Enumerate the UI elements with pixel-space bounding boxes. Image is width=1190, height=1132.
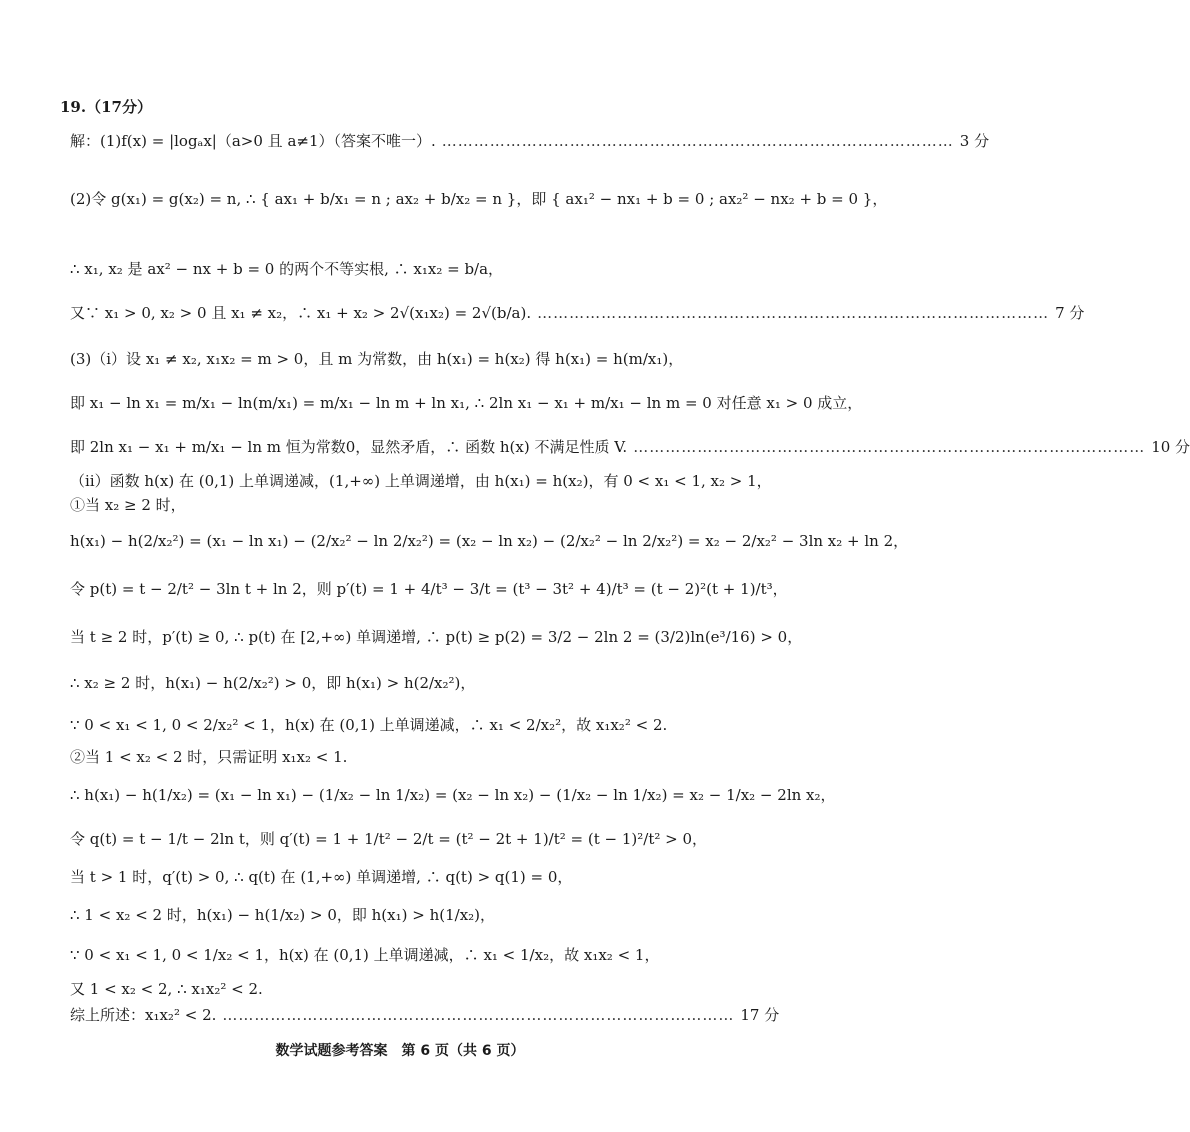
problem-number: 19.（17分） — [60, 98, 152, 116]
score-label: 3 分 — [959, 132, 990, 150]
solution-line-5: (3)（ⅰ）设 x₁ ≠ x₂, x₁x₂ = m > 0，且 m 为常数，由 h(x₁) = h(x₂) 得 h(x₁) = h(m/x₁)， — [70, 350, 684, 368]
solution-line-14: ∵ 0 < x₁ < 1, 0 < 2/x₂² < 1，h(x) 在 (0,1) 上单调递减，∴ x₁ < 2/x₂²，故 x₁x₂² < 2. — [70, 716, 668, 734]
solution-line-8: （ⅱ）函数 h(x) 在 (0,1) 上单调递减，(1,+∞) 上单调递增，由 h(x₁) = h(x₂)，有 0 < x₁ < 1, x₂ > 1， — [70, 472, 772, 490]
solution-line-13: ∴ x₂ ≥ 2 时，h(x₁) − h(2/x₂²) > 0，即 h(x₁) > h(2/x₂²)， — [70, 674, 476, 692]
solution-line-16: ∴ h(x₁) − h(1/x₂) = (x₁ − ln x₁) − (1/x₂ − ln 1/x₂) = (x₂ − ln x₂) − (1/x₂ − ln 1/x₂) = x₂ − 1/x₂ − 2ln x₂， — [70, 786, 836, 804]
solution-line-1 — [70, 130, 990, 152]
line-text: 解：(1)f(x) = |logₐx|（a>0 且 a≠1）（答案不唯一）. — [70, 132, 436, 150]
line-text: 综上所述：x₁x₂² < 2. — [70, 1006, 217, 1024]
line-text: 即 2ln x₁ − x₁ + m/x₁ − ln m 恒为常数0，显然矛盾，∴ 函数 h(x) 不满足性质 V. — [70, 438, 628, 456]
leader-dots: …………………………………………………………………………………… — [633, 438, 1146, 456]
leader-dots: …………………………………………………………………………………… — [537, 304, 1050, 322]
score-label: 7 分 — [1055, 304, 1085, 322]
solution-line-20: ∵ 0 < x₁ < 1, 0 < 1/x₂ < 1，h(x) 在 (0,1) 上单调递减，∴ x₁ < 1/x₂，故 x₁x₂ < 1， — [70, 946, 660, 964]
solution-line-11: 令 p(t) = t − 2/t² − 3ln t + ln 2，则 p′(t) = 1 + 4/t³ − 3/t = (t³ − 3t² + 4)/t³ = (t − 2)²(t + 1)/t³， — [70, 580, 788, 598]
score-label: 17 分 — [740, 1006, 780, 1024]
solution-line-18: 当 t > 1 时，q′(t) > 0, ∴ q(t) 在 (1,+∞) 单调递增, ∴ q(t) > q(1) = 0， — [70, 868, 573, 886]
solution-line-10: h(x₁) − h(2/x₂²) = (x₁ − ln x₁) − (2/x₂² − ln 2/x₂²) = (x₂ − ln x₂) − (2/x₂² − ln 2/x₂²) = x₂ − 2/x₂² − 3ln x₂ + ln 2， — [70, 532, 909, 550]
page-footer: 数学试题参考答案 第 6 页（共 6 页） — [275, 1043, 525, 1059]
solution-line-2: (2)令 g(x₁) = g(x₂) = n, ∴ { ax₁ + b/x₁ = n ; ax₂ + b/x₂ = n }，即 { ax₁² − nx₁ + b = 0 ; ax₂² − nx₂ + b = 0 }， — [70, 190, 888, 208]
solution-line-12: 当 t ≥ 2 时，p′(t) ≥ 0, ∴ p(t) 在 [2,+∞) 单调递增, ∴ p(t) ≥ p(2) = 3/2 − 2ln 2 = (3/2)ln(e³/16) > 0， — [70, 628, 803, 646]
line-text: 又∵ x₁ > 0, x₂ > 0 且 x₁ ≠ x₂，∴ x₁ + x₂ > 2√(x₁x₂) = 2√(b/a). — [70, 304, 532, 322]
solution-line-15: ②当 1 < x₂ < 2 时，只需证明 x₁x₂ < 1. — [70, 748, 348, 766]
solution-line-17: 令 q(t) = t − 1/t − 2ln t，则 q′(t) = 1 + 1/t² − 2/t = (t² − 2t + 1)/t² = (t − 1)²/t² > 0， — [70, 830, 708, 848]
solution-line-22 — [70, 1004, 780, 1026]
solution-line-6: 即 x₁ − ln x₁ = m/x₁ − ln(m/x₁) = m/x₁ − ln m + ln x₁, ∴ 2ln x₁ − x₁ + m/x₁ − ln m = 0 对任意 x₁ > 0 成立， — [70, 394, 863, 412]
solution-line-3: ∴ x₁, x₂ 是 ax² − nx + b = 0 的两个不等实根, ∴ x₁x₂ = b/a， — [70, 260, 504, 278]
solution-line-21: 又 1 < x₂ < 2, ∴ x₁x₂² < 2. — [70, 980, 263, 998]
leader-dots: …………………………………………………………………………………… — [441, 132, 954, 150]
solution-line-19: ∴ 1 < x₂ < 2 时，h(x₁) − h(1/x₂) > 0，即 h(x₁) > h(1/x₂)， — [70, 906, 496, 924]
solution-line-7 — [70, 436, 1190, 458]
leader-dots: …………………………………………………………………………………… — [222, 1006, 735, 1024]
score-label: 10 分 — [1151, 438, 1190, 456]
solution-line-4 — [70, 302, 1085, 324]
solution-line-9: ①当 x₂ ≥ 2 时， — [70, 496, 186, 514]
